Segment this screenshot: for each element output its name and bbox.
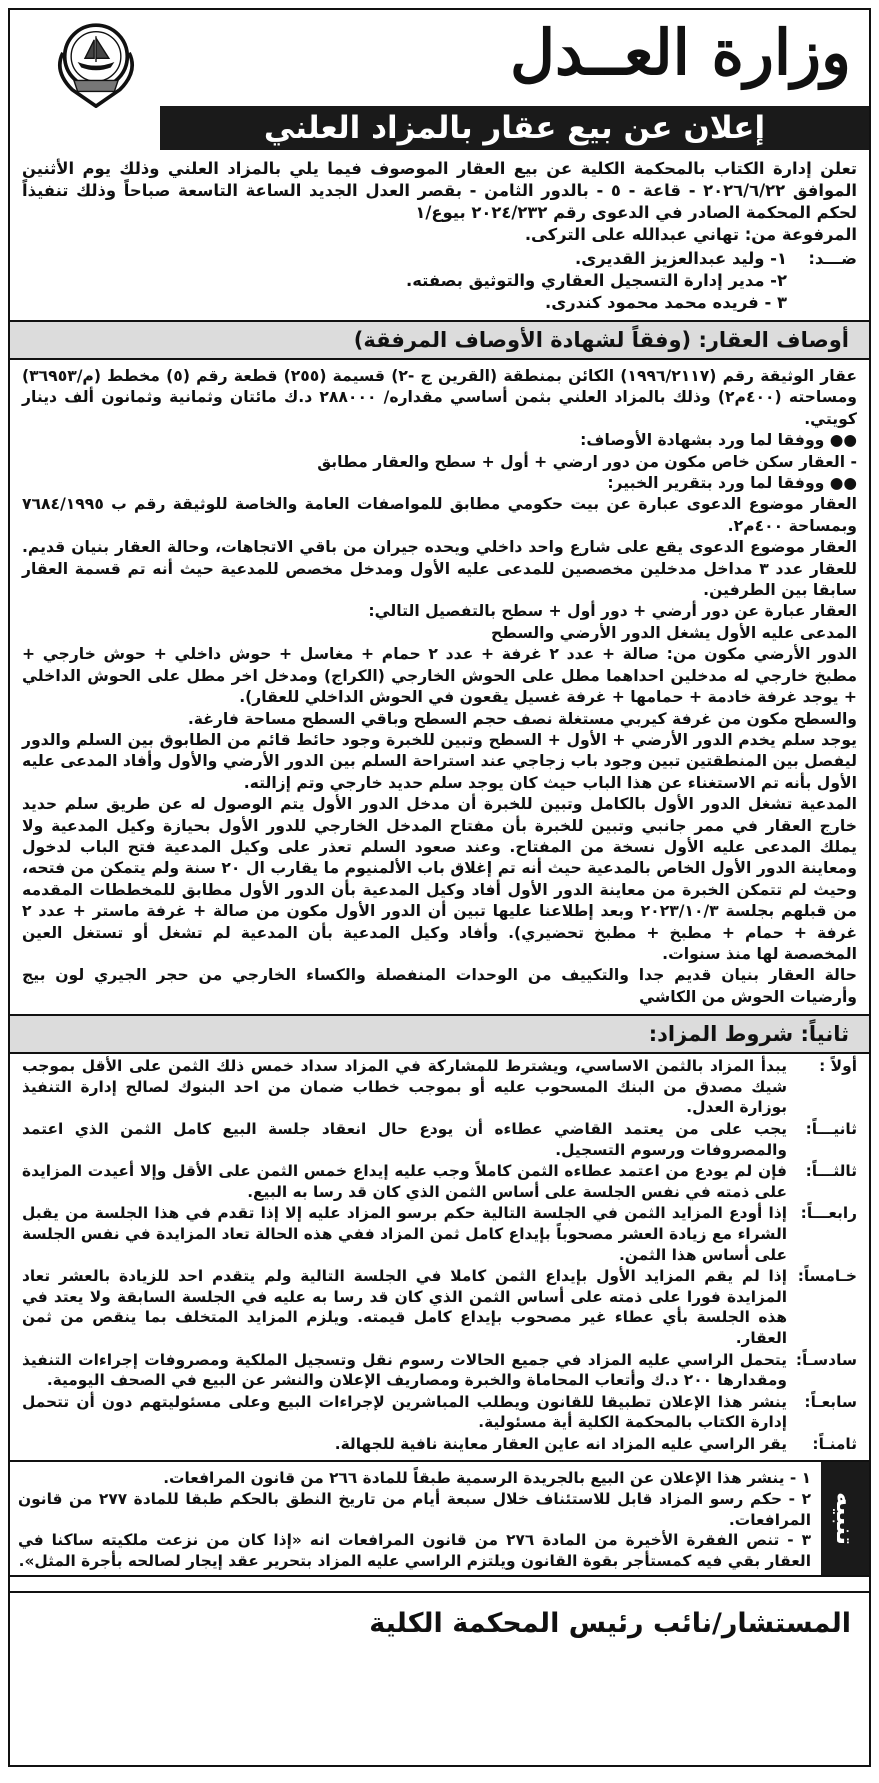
condition-label: خـامساً: bbox=[797, 1267, 857, 1286]
description-paragraph: المدعى عليه الأول يشغل الدور الأرضي والسطح bbox=[491, 623, 857, 642]
section-title-descriptions: أوصاف العقار: (وفقاً لشهادة الأوصاف المرفقة) bbox=[10, 320, 869, 360]
section-title-conditions: ثانياً: شروط المزاد: bbox=[10, 1014, 869, 1054]
condition-label: سابعـاً: bbox=[804, 1392, 857, 1411]
note-item: ٢ - حكم رسو المزاد قابل للاستئناف خلال سبعة أيام من تاريخ النطق بالحكم طبقا للمادة ٢٧٧ من قانون المرافعات. bbox=[18, 1490, 811, 1529]
defendant-item: ٣ - فريده محمد محمود كندرى. bbox=[544, 293, 787, 312]
condition-label: سادسـاً: bbox=[795, 1350, 857, 1369]
condition-text: فإن لم يودع من اعتمد عطاءه الثمن كاملاً وجب عليه إيداع خمس الثمن على الأقل وإلا أعيدت المزايدة على ذمته في نفس الجلسة على أساس الثمن الذي كان قد رسا به البيع. bbox=[22, 1162, 787, 1201]
defendant-line bbox=[22, 270, 857, 292]
condition-item bbox=[22, 1392, 857, 1433]
condition-text: إذا لم يقم المزايد الأول بإيداع الثمن كاملا في الجلسة التالية ولم يتقدم احد للزيادة بالعشر تعاد المزايدة فورا على ذمته على أساس الثمن الذي كان قد رسا به عليه في الجلسة السابقة ولا يعتد في هذه الجلسة بأي عطاء غير مصحوب بإيداع كامل قيمته. ويلزم المزايد المتخلف بما ينقص من ثمن العقار. bbox=[22, 1267, 787, 1347]
defendant-line bbox=[22, 292, 857, 314]
notes-body bbox=[10, 1462, 821, 1575]
note-item: ١ - ينشر هذا الإعلان عن البيع بالجريدة الرسمية طبقاً للمادة ٢٦٦ من قانون المرافعات. bbox=[163, 1469, 811, 1488]
announcement-page bbox=[8, 8, 871, 1767]
defendant-line bbox=[22, 248, 857, 270]
condition-item bbox=[22, 1056, 857, 1118]
description-paragraph: العقار عبارة عن دور أرضي + دور أول + سطح بالتفصيل التالي: bbox=[368, 602, 857, 621]
description-paragraph: حالة العقار بنيان قديم جدا والتكييف من الوحدات المنفصلة والكساء الخارجي من حجر الجيري لون بيج وأرضيات الحوش من الكاشي bbox=[22, 966, 857, 1006]
against-label: ضـــد: bbox=[808, 249, 857, 268]
description-paragraph: العقار موضوع الدعوى عبارة عن بيت حكومي مطابق للمواصفات العامة والخاصة للوثيقة رقم ب ٧٦٨٤/١٩٩٥ وبمساحة ٤٠٠م٢. bbox=[22, 495, 857, 535]
description-paragraph: العقار موضوع الدعوى يقع على شارع واحد داخلي ويحده جيران من باقي الاتجاهات، وحالة العقار بنيان قديم. للعقار عدد ٣ مداخل مدخلين مخصصين للمدعى عليه الأول ومدخل مخصص للمدعية حيث أنه تم قسمة العقار سابقا بين الطرفين. bbox=[22, 538, 857, 600]
defendants bbox=[22, 248, 857, 314]
plaintiff: المرفوعة من: تهاني عبدالله على التركى. bbox=[524, 225, 857, 244]
description-paragraph: والسطح مكون من غرفة كيربي مستغلة نصف حجم السطح وباقي السطح مساحة فارغة. bbox=[187, 709, 857, 728]
condition-text: يبدأ المزاد بالثمن الاساسي، ويشترط للمشاركة في المزاد سداد خمس ذلك الثمن على الأقل بموجب شيك مصدق من البنك المسحوب عليه أو بموجب خطاب ضمان من احد البنوك لصالح إدارة التنفيذ بوزارة العدل. bbox=[22, 1057, 787, 1117]
intro-text: تعلن إدارة الكتاب بالمحكمة الكلية عن بيع العقار الموصوف فيما يلي بالمزاد العلني وذلك يوم الأثنين الموافق ٢٠٢٦/٦/٢٢ - قاعة - ٥ - بالدور الثامن - بقصر العدل الجديد الساعة التاسعة صباحاً وذلك تنفيذاً لحكم المحكمة الصادر في الدعوى رقم ٢٠٢٤/٢٣٢ بيوع/١ bbox=[22, 159, 857, 222]
condition-text: يقر الراسي عليه المزاد انه عاين العقار معاينة نافية للجهالة. bbox=[334, 1434, 787, 1453]
description-paragraph: ●● ووفقا لما ورد بتقرير الخبير: bbox=[607, 474, 857, 493]
condition-item bbox=[22, 1203, 857, 1265]
property-description bbox=[10, 360, 869, 1008]
description-paragraph: المدعية تشغل الدور الأول بالكامل وتبين للخبرة أن مدخل الدور الأول يتم الوصول له عن طريق سلم حديد خارج العقار في ممر جانبي وتبين للخبرة بأن مفتاح المدخل الخارجي للدور الأول بحيازة وكيل المدعية ولا يملك المدعى عليه الأول نسخة من المفتاح. وعند صعود السلم تعذر على وكيل المدعية فتح الباب لدخول ومعاينة الدور الأول الخاص بالمدعية حيث أنه تم إغلاق باب الألمنيوم ما يقارب ال ٢٠ سنة ولم يتمكن من فتحه، وحيث لم تتمكن الخبرة من معاينة الدور الأول أفاد وكيل المدعية بأن الدور الأول مطابق للمخططات المقدمه من قبلهم بجلسة ٢٠٢٣/١٠/٣ وبعد إطلاعنا عليها تبين أن الدور الأول مكون من صالة + غرفة ماستر + عدد ٢ غرفة + حمام + مطبخ + مطبخ تحضيري). وأفاد وكيل المدعية بأن المدعية لم تشغل أو تستغل العين المخصصة لها منذ سنوات. bbox=[22, 795, 857, 963]
signature: المستشار/نائب رئيس المحكمة الكلية bbox=[10, 1591, 869, 1655]
notes-side-label bbox=[821, 1462, 869, 1575]
description-paragraph: - العقار سكن خاص مكون من دور ارضي + أول + سطح والعقار مطابق bbox=[317, 452, 857, 471]
condition-item bbox=[22, 1350, 857, 1391]
description-paragraph: الدور الأرضي مكون من: صالة + عدد ٢ غرفة + عدد ٢ حمام + مغاسل + حوش داخلي + حوش خارجي + مطبخ خارجي له مدخلين احداهما مطل على الحوش الخارجي (الكراج) ومدخل اخر مطل على الحوش الداخلي + يوجد غرفة خادمة + حمامها + غرفة غسيل يقعون في الحوش الداخلي للعقار). bbox=[22, 645, 858, 707]
header bbox=[10, 10, 869, 110]
banner-title: إعلان عن بيع عقار بالمزاد العلني bbox=[160, 106, 869, 150]
condition-item bbox=[22, 1161, 857, 1202]
condition-item bbox=[22, 1119, 857, 1160]
note-item: ٣ - تنص الفقرة الأخيرة من المادة ٢٧٦ من قانون المرافعات انه «إذا كان من نزعت ملكيته ساكنا في العقار بقي فيه كمستأجر بقوة القانون ويلتزم الراسي عليه المزاد بتحرير عقد إيجار لصالحه بأجرة المثل». bbox=[18, 1531, 812, 1570]
banner bbox=[160, 106, 869, 150]
defendant-item: ١- وليد عبدالعزيز القديرى. bbox=[574, 249, 787, 268]
condition-label: رابعـــاً: bbox=[800, 1204, 857, 1223]
condition-item bbox=[22, 1434, 857, 1455]
ministry-title: وزارة العــدل bbox=[509, 16, 851, 89]
condition-item bbox=[22, 1266, 857, 1348]
condition-label: ثامنـاً: bbox=[812, 1434, 857, 1453]
auction-conditions bbox=[10, 1054, 869, 1454]
condition-text: ينشر هذا الإعلان تطبيقا للقانون ويطلب المباشرين لإجراءات البيع وعلى مسئوليتهم دون أن تتحمل إدارة الكتاب بالمحكمة الكلية أية مسئولية. bbox=[22, 1392, 787, 1432]
description-paragraph: عقار الوثيقة رقم (١٩٩٦/٢١١٧) الكائن بمنطقة (القرين ج -٢) قسيمة (٢٥٥) قطعة رقم (٥) مخطط (م/٣٦٩٥٣) ومساحته (٤٠٠م٢) وذلك بالمزاد العلني بثمن أساسي مقداره/ ٢٨٨٠٠٠ د.ك مائتان وثمانية وثمانون ألف دينار كويتي. bbox=[22, 367, 857, 428]
condition-text: يجب على من يعتمد القاضي عطاءه أن يودع حال انعقاد جلسة البيع كامل الثمن الذي اعتمد والمصروفات ورسوم التسجيل. bbox=[22, 1119, 787, 1159]
condition-text: يتحمل الراسي عليه المزاد في جميع الحالات رسوم نقل وتسجيل الملكية ومصروفات إجراءات التنفيذ ومقدارها ٢٠٠ د.ك وأتعاب المحاماة والخبرة ومصاريف الإعلان والنشر عن البيع في الصحف اليومية. bbox=[22, 1350, 787, 1390]
condition-label: ثانيـــاً: bbox=[805, 1119, 857, 1138]
kuwait-emblem-icon bbox=[50, 16, 142, 108]
notes-side-text: تنبيه bbox=[831, 1492, 859, 1546]
condition-label: أولاً : bbox=[819, 1057, 857, 1076]
condition-label: ثالثـــاً: bbox=[805, 1162, 857, 1181]
notes-box bbox=[10, 1460, 869, 1577]
description-paragraph: ●● ووفقا لما ورد بشهادة الأوصاف: bbox=[580, 431, 857, 450]
description-paragraph: يوجد سلم يخدم الدور الأرضي + الأول + السطح وتبين للخبرة وجود حائط قائم من الطابوق بين السلم والدور ليفصل بين المنطقتين تبين وجود باب زجاجي عند استراحة السلم بين الدور الأرضي والأول وأفاد المدعى عليه الأول بأنه تم الاستغناء عن هذا الباب حيث كان يوجد سلم حديد خارجي وتم إزالته. bbox=[22, 730, 857, 792]
defendant-item: ٢- مدير إدارة التسجيل العقاري والتوثيق بصفته. bbox=[406, 271, 787, 290]
condition-text: إذا أودع المزايد الثمن في الجلسة التالية حكم برسو المزاد عليه إلا إذا تقدم في هذا الجلسة من يقبل الشراء مع زيادة العشر مصحوباً بإيداع كامل ثمن المزاد ففي هذه الحالة تعاد المزايدة في نفس الجلسة على أساس هذا الثمن. bbox=[22, 1204, 787, 1264]
